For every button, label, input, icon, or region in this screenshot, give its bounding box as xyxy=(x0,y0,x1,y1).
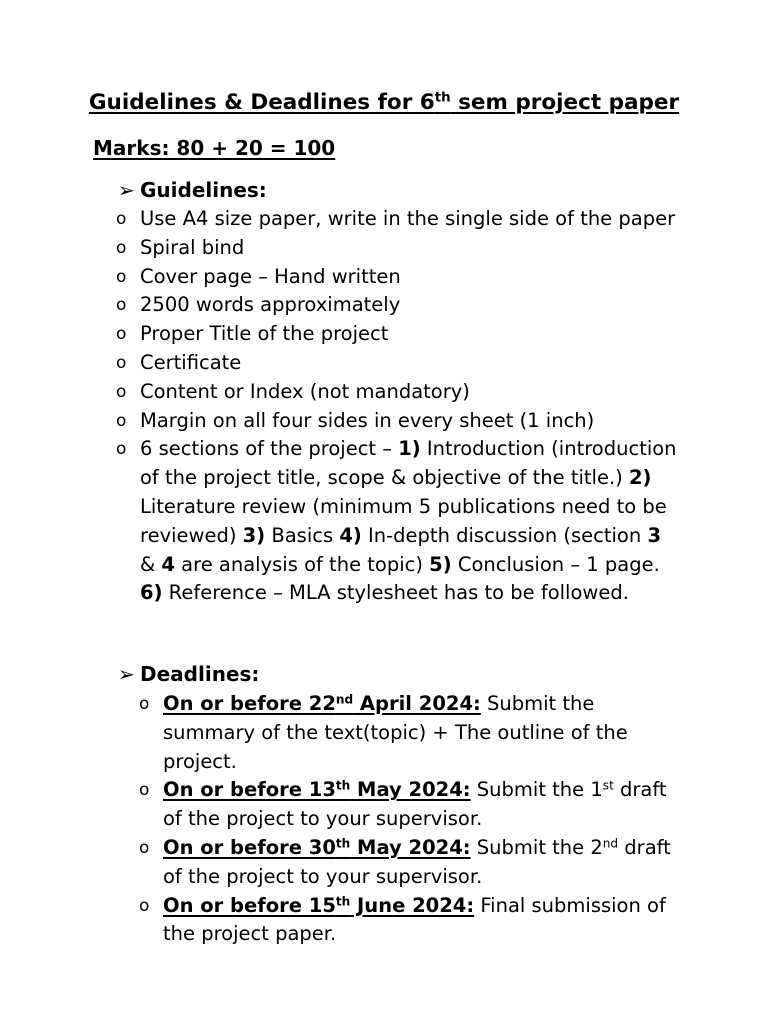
guideline-item-text: 2500 words approximately xyxy=(140,293,401,317)
arrow-bullet-icon: ➢ xyxy=(118,178,135,202)
guidelines-list xyxy=(116,205,680,608)
guidelines-heading xyxy=(118,176,267,204)
guideline-item xyxy=(116,291,680,320)
deadline-text: draft of the project to your supervisor. xyxy=(163,835,671,888)
deadline-text-sup: nd xyxy=(602,836,619,851)
deadline-text: Final submission of the project paper. xyxy=(163,893,666,946)
deadline-date xyxy=(163,778,471,801)
deadline-date-sup: th xyxy=(335,893,351,908)
deadline-item xyxy=(139,690,683,776)
page-title-text xyxy=(89,90,679,115)
guideline-item-text: Use A4 size paper, write in the single side of the paper xyxy=(140,207,676,230)
deadline-text: Submit the 2 xyxy=(470,835,603,859)
guideline-item-text: Content or Index (not mandatory) xyxy=(140,379,470,403)
guideline-item xyxy=(116,349,680,378)
sections-text: are analysis of the topic) xyxy=(174,552,430,576)
guideline-item-text: Proper Title of the project xyxy=(140,322,389,346)
deadline-date-text: On or before 22 xyxy=(163,692,336,715)
circle-bullet-icon: o xyxy=(116,352,127,373)
sections-text: Introduction (introduction of the project title, scope & objective of the title.) xyxy=(140,437,677,490)
circle-bullet-icon: o xyxy=(139,895,150,916)
deadline-text-sup: st xyxy=(602,778,614,793)
deadline-date-text: May 2024: xyxy=(350,778,471,802)
deadline-date xyxy=(163,836,471,859)
sections-text: In-depth discussion (section xyxy=(361,523,648,547)
circle-bullet-icon: o xyxy=(116,439,127,460)
deadline-date xyxy=(163,894,474,917)
circle-bullet-icon: o xyxy=(116,324,127,345)
deadline-date-text: May 2024: xyxy=(350,835,471,859)
circle-bullet-icon: o xyxy=(139,780,150,801)
guideline-item xyxy=(116,407,680,436)
deadline-date xyxy=(163,692,481,715)
title-before: Guidelines & Deadlines for 6 xyxy=(88,90,435,115)
deadline-text: Submit the summary of the text(topic) + The outline of the project. xyxy=(163,692,628,773)
deadline-item xyxy=(139,834,683,892)
guideline-item-text: Certificate xyxy=(140,350,242,374)
deadline-date-sup: th xyxy=(335,836,351,851)
deadline-item xyxy=(139,892,683,950)
guideline-item-text: Margin on all four sides in every sheet (1 inch) xyxy=(140,408,595,432)
sections-text: 6 sections of the project – xyxy=(140,437,399,461)
section-number: 1) xyxy=(398,437,421,461)
circle-bullet-icon: o xyxy=(116,266,127,287)
circle-bullet-icon: o xyxy=(116,209,127,229)
circle-bullet-icon: o xyxy=(139,837,150,858)
deadline-item xyxy=(139,776,683,834)
section-number: 2) xyxy=(628,466,652,490)
deadline-text: draft of the project to your supervisor. xyxy=(163,778,667,831)
guideline-item xyxy=(116,378,680,407)
deadline-date-text: On or before 30 xyxy=(163,835,336,859)
page-title xyxy=(0,88,768,118)
guideline-item xyxy=(116,263,680,292)
deadline-date-text: April 2024: xyxy=(353,692,481,715)
guideline-item xyxy=(116,320,680,349)
guideline-item xyxy=(116,205,680,234)
sections-text: Literature review (minimum 5 publications need to be reviewed) xyxy=(140,494,667,547)
circle-bullet-icon: o xyxy=(116,295,127,316)
guideline-item-sections xyxy=(116,435,680,608)
deadlines-list xyxy=(139,690,683,949)
section-number: 3) xyxy=(242,523,266,547)
title-superscript: th xyxy=(434,90,451,106)
title-after: sem project paper xyxy=(450,90,680,115)
circle-bullet-icon: o xyxy=(139,694,150,714)
guideline-item-text: Cover page – Hand written xyxy=(140,264,401,288)
section-number: 6) xyxy=(140,581,163,605)
section-number: 4) xyxy=(339,523,362,547)
marks-heading: Marks: 80 + 20 = 100 xyxy=(93,136,336,160)
circle-bullet-icon: o xyxy=(116,237,127,258)
deadline-text: Submit the 1 xyxy=(470,778,603,802)
deadline-date-text: On or before 15 xyxy=(163,893,336,917)
section-number: 5) xyxy=(429,552,452,576)
sections-text: Basics xyxy=(265,523,340,547)
section-number: 3 xyxy=(647,523,662,547)
circle-bullet-icon: o xyxy=(116,410,127,431)
sections-text: Reference – MLA stylesheet has to be followed. xyxy=(162,581,629,605)
deadlines-heading-label: Deadlines: xyxy=(140,662,260,686)
guideline-item-text: Spiral bind xyxy=(140,235,245,259)
sections-text: Conclusion – 1 page. xyxy=(451,552,660,576)
deadline-date-text: On or before 13 xyxy=(163,778,336,802)
deadline-date-sup: nd xyxy=(335,692,354,707)
sections-text: & xyxy=(140,552,162,576)
deadline-date-text: June 2024: xyxy=(350,893,475,917)
guidelines-heading-label: Guidelines: xyxy=(140,178,267,202)
section-number: 4 xyxy=(161,552,175,576)
arrow-bullet-icon: ➢ xyxy=(118,662,135,686)
guideline-item xyxy=(116,234,680,263)
deadline-date-sup: th xyxy=(335,778,351,793)
circle-bullet-icon: o xyxy=(116,381,127,402)
deadlines-heading xyxy=(118,660,259,688)
